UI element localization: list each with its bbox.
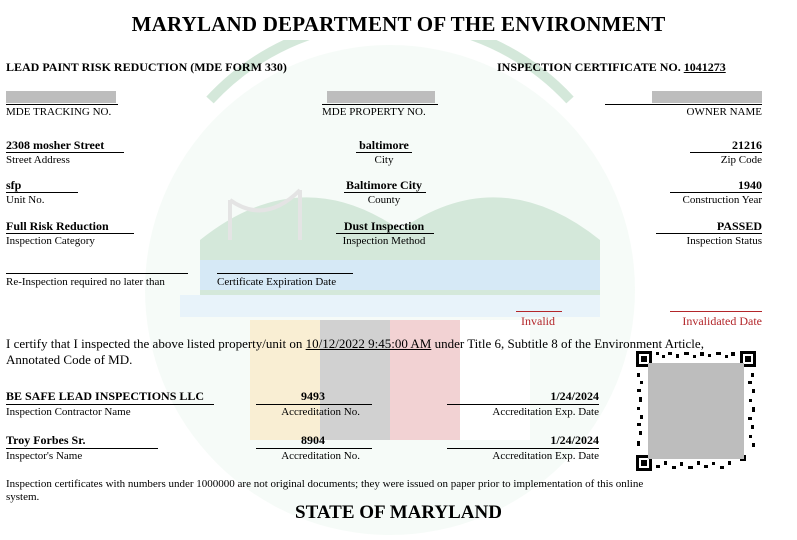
- contractor-accreditation-exp-label: Accreditation Exp. Date: [492, 406, 599, 418]
- contractor-accreditation-no: 9493: [301, 389, 325, 403]
- street-address-label: Street Address: [6, 154, 70, 166]
- invalid-label: Invalid: [521, 314, 555, 328]
- contractor-name-label: Inspection Contractor Name: [6, 406, 131, 418]
- construction-year-label: Construction Year: [682, 194, 762, 206]
- city: baltimore: [359, 138, 409, 152]
- zip-code-label: Zip Code: [720, 154, 762, 166]
- city-label: City: [374, 154, 394, 166]
- footer-note-line1: Inspection certificates with numbers under 1000000 are not original documents; they were issued on paper prior to implementation of this online: [6, 478, 644, 490]
- form-name: LEAD PAINT RISK REDUCTION (MDE FORM 330): [6, 60, 287, 74]
- zip-code: 21216: [732, 138, 762, 152]
- certificate-number: 1041273: [683, 60, 726, 74]
- expiration-label: Certificate Expiration Date: [217, 276, 337, 288]
- inspection-method-label: Inspection Method: [342, 235, 426, 247]
- inspection-datetime: 10/12/2022 9:45:00 AM: [305, 336, 432, 351]
- inspector-accreditation-exp-label: Accreditation Exp. Date: [492, 450, 599, 462]
- unit-number-label: Unit No.: [6, 194, 45, 206]
- owner-label: OWNER NAME: [686, 106, 762, 118]
- inspector-name: Troy Forbes Sr.: [6, 433, 86, 447]
- property-label: MDE PROPERTY NO.: [322, 106, 426, 118]
- contractor-accreditation-label: Accreditation No.: [281, 406, 360, 418]
- tracking-redaction: [6, 91, 116, 103]
- property-redaction: [327, 91, 435, 103]
- tracking-label: MDE TRACKING NO.: [6, 106, 112, 118]
- inspection-status: PASSED: [716, 219, 762, 233]
- certificate-label: INSPECTION CERTIFICATE NO.: [497, 60, 681, 74]
- construction-year: 1940: [738, 178, 762, 192]
- street-address: 2308 mosher Street: [6, 138, 105, 152]
- inspection-status-label: Inspection Status: [686, 235, 762, 247]
- footer-note: [6, 478, 776, 504]
- inspector-accreditation-exp: 1/24/2024: [550, 433, 599, 447]
- state-title: STATE OF MARYLAND: [295, 502, 502, 523]
- reinspection-label: Re-Inspection required no later than: [6, 276, 165, 288]
- invalidated-date-label: Invalidated Date: [682, 314, 762, 328]
- inspection-category: Full Risk Reduction: [6, 219, 109, 233]
- county-label: County: [367, 194, 401, 206]
- footer-note-line2: system.: [6, 491, 40, 503]
- inspection-category-label: Inspection Category: [6, 235, 95, 247]
- owner-redaction: [652, 91, 762, 103]
- unit-number: sfp: [6, 178, 22, 192]
- page-title: MARYLAND DEPARTMENT OF THE ENVIRONMENT: [131, 12, 666, 36]
- certification-text-end: under Title 6, Subtitle 8 of the Environment Article,: [431, 336, 704, 351]
- inspection-method: Dust Inspection: [343, 219, 425, 233]
- inspector-name-label: Inspector's Name: [6, 450, 83, 462]
- inspector-accreditation-label: Accreditation No.: [281, 450, 360, 462]
- certification-text-line2: Annotated Code of MD.: [6, 352, 133, 367]
- county: Baltimore City: [345, 178, 423, 192]
- qr-code[interactable]: [636, 351, 756, 471]
- contractor-name: BE SAFE LEAD INSPECTIONS LLC: [6, 389, 205, 403]
- inspector-accreditation-no: 8904: [301, 433, 325, 447]
- contractor-accreditation-exp: 1/24/2024: [550, 389, 599, 403]
- certificate-number-line: [497, 60, 726, 74]
- certification-text-start: I certify that I inspected the above listed property/unit on: [6, 336, 306, 351]
